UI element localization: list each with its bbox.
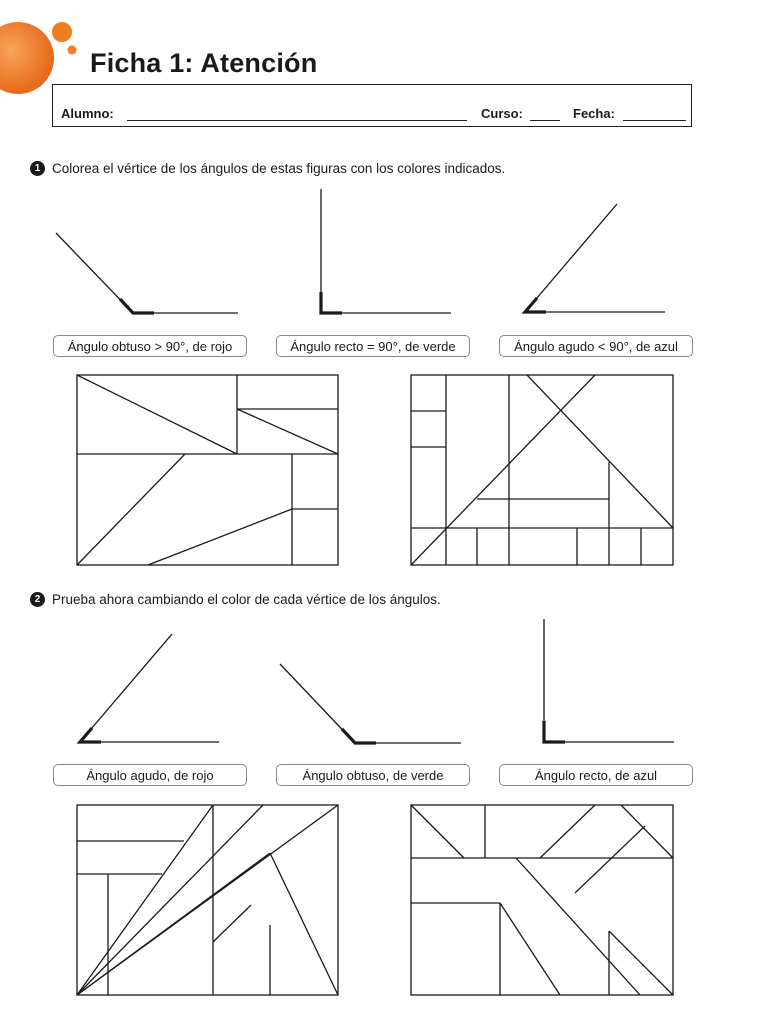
label-acute-blue: Ángulo agudo < 90°, de azul [499, 335, 693, 357]
exercise-number-badge: 2 [30, 592, 45, 607]
label-right-green: Ángulo recto = 90°, de verde [276, 335, 470, 357]
exercise-1-text: Colorea el vértice de los ángulos de estas figuras con los colores indicados. [52, 161, 506, 176]
alumno-label: Alumno: [61, 106, 114, 121]
label-right-blue: Ángulo recto, de azul [499, 764, 693, 786]
fecha-label: Fecha: [573, 106, 615, 121]
page-title: Ficha 1: Atención [90, 48, 318, 78]
label-obtuse-red: Ángulo obtuso > 90°, de rojo [53, 335, 247, 357]
curso-label: Curso: [481, 106, 523, 121]
exercise-number-badge: 1 [30, 161, 45, 176]
label-acute-red: Ángulo agudo, de rojo [53, 764, 247, 786]
label-obtuse-green: Ángulo obtuso, de verde [276, 764, 470, 786]
exercise-2-text: Prueba ahora cambiando el color de cada vértice de los ángulos. [52, 592, 441, 607]
